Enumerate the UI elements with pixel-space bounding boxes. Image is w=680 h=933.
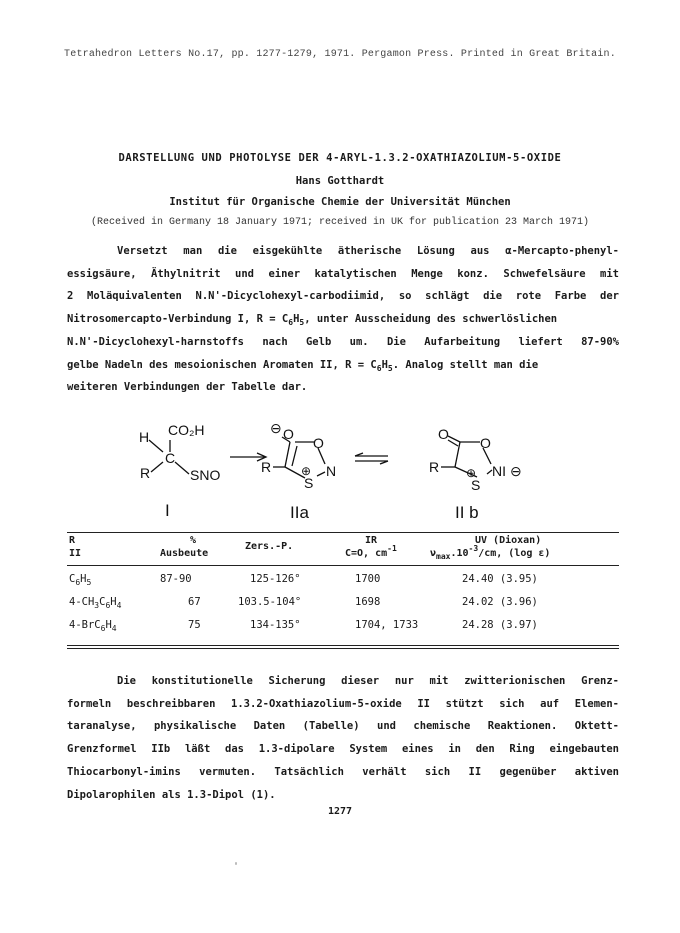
table-header-rule [67, 565, 619, 566]
scheme-label: R [261, 459, 272, 475]
scheme-label: ⊖ [510, 463, 522, 479]
scheme-label: SNO [190, 467, 221, 483]
scheme-label: S [304, 475, 314, 491]
intro-line: gelbe Nadeln des mesoionischen Aromaten II, $R = C_6H_5$. Analog stellt man die [67, 358, 539, 373]
table-cell-yield: 67 [188, 596, 201, 608]
intro-paragraph [67, 240, 619, 399]
received-dates: (Received in Germany 18 January 1971; received in UK for publication 23 March 1971) [90, 217, 590, 228]
scheme-label: CO₂H [168, 422, 205, 438]
scheme-label: NI [492, 463, 506, 479]
col-header-ii: II [69, 548, 82, 559]
scheme-label: S [471, 477, 481, 493]
table-cell-zers: 125-126° [250, 573, 301, 585]
intro-line: Versetzt man die eisgekühlte ätherische Lösung aus α-Mercapto-phenyl- [117, 245, 619, 257]
col-header-zers: Zers.-P. [245, 541, 294, 552]
article-institution: Institut für Organische Chemie der Universität München [169, 196, 511, 208]
col-header-r: R [69, 535, 76, 546]
body-line: Dipolarophilen als 1.3-Dipol (1). [67, 788, 276, 801]
table-cell-yield: 87-90 [160, 573, 192, 585]
intro-line: essigsäure, Äthylnitrit und einer katalytischen Menge konz. Schwefelsäure mit [67, 267, 619, 280]
table-cell-ir: 1704, 1733 [355, 619, 419, 631]
compound-label: IIa [290, 503, 309, 522]
table-bottom-rule [67, 645, 619, 646]
table-cell-r: $4-CH_3C_6H_4$ [69, 596, 122, 610]
col-header-ir-unit: C=O, $cm^{-1}$ [345, 544, 397, 559]
table-cell-uv: 24.40 (3.95) [462, 573, 538, 585]
body-line: Thiocarbonyl-imins vermuten. Tatsächlich verhält sich II gegenüber aktiven [67, 765, 619, 778]
col-header-uv: UV (Dioxan) [475, 535, 542, 546]
table-cell-zers: 103.5-104° [238, 596, 302, 608]
article-title: DARSTELLUNG UND PHOTOLYSE DER 4-ARYL-1.3.2-OXATHIAZOLIUM-5-OXIDE [118, 152, 562, 164]
table-top-rule [67, 532, 619, 533]
article-author: Hans Gotthardt [295, 175, 385, 187]
scheme-label: O [283, 426, 294, 442]
col-header-ausbeute: Ausbeute [160, 548, 209, 559]
scheme-label: O [313, 435, 324, 451]
table-cell-zers: 134-135° [250, 619, 301, 631]
scheme-label: R [429, 459, 440, 475]
table-cell-yield: 75 [188, 619, 201, 631]
reaction-scheme [125, 412, 545, 532]
col-header-uv-unit: $\nu_{max}.10^{-3}/cm$, (log ε) [430, 544, 551, 561]
scheme-label: O [480, 435, 491, 451]
table-cell-r: $C_6H_5$ [69, 573, 92, 587]
scheme-label: H [139, 429, 150, 445]
table-cell-ir: 1700 [355, 573, 381, 585]
scan-speck [235, 862, 237, 865]
intro-line: 2 Moläquivalenten N.N'-Dicyclohexyl-carbodiimid, so schlägt die rote Farbe der [67, 290, 619, 303]
page-number: 1277 [327, 806, 353, 817]
scheme-label: C [165, 450, 176, 466]
compound-label: II b [455, 503, 479, 522]
table-cell-uv: 24.28 (3.97) [462, 619, 538, 631]
scheme-label: O [438, 426, 449, 442]
journal-header: Tetrahedron Letters No.17, pp. 1277-1279, 1971. Pergamon Press. Printed in Great Britain. [64, 49, 616, 60]
body-line: taranalyse, physikalische Daten (Tabelle) und chemische Reaktionen. Oktett- [67, 720, 619, 733]
table-cell-uv: 24.02 (3.96) [462, 596, 538, 608]
intro-line: N.N'-Dicyclohexyl-harnstoffs nach Gelb um. Die Aufarbeitung liefert 87-90% [67, 335, 619, 348]
body-line: Grenzformel IIb läßt das 1.3-dipolare System eines in den Ring eingebauten [67, 743, 619, 756]
body-line: formeln beschreibbaren 1.3.2-Oxathiazolium-5-oxide II stützt sich auf Elemen- [67, 697, 619, 710]
body-line: Die konstitutionelle Sicherung dieser nur mit zwitterionischen Grenz- [117, 675, 619, 687]
col-header-ir: IR [365, 535, 378, 546]
scheme-label: ⊕ [466, 466, 477, 480]
scheme-label: R [140, 465, 151, 481]
col-header-percent: % [190, 535, 197, 546]
intro-line: Nitrosomercapto-Verbindung I, $R = C_6H_5$, unter Ausscheidung des schwerlöslichen [67, 313, 558, 328]
scheme-label: ⊖ [270, 420, 282, 436]
compound-label: I [165, 501, 170, 520]
table-bottom-rule [67, 648, 619, 649]
intro-line: weiteren Verbindungen der Tabelle dar. [67, 381, 308, 394]
table-cell-r: $4-BrC_6H_4$ [69, 619, 117, 633]
table-cell-ir: 1698 [355, 596, 381, 608]
body-paragraph [67, 670, 619, 806]
scheme-label: N [326, 463, 337, 479]
scheme-label: ⊕ [301, 464, 312, 478]
